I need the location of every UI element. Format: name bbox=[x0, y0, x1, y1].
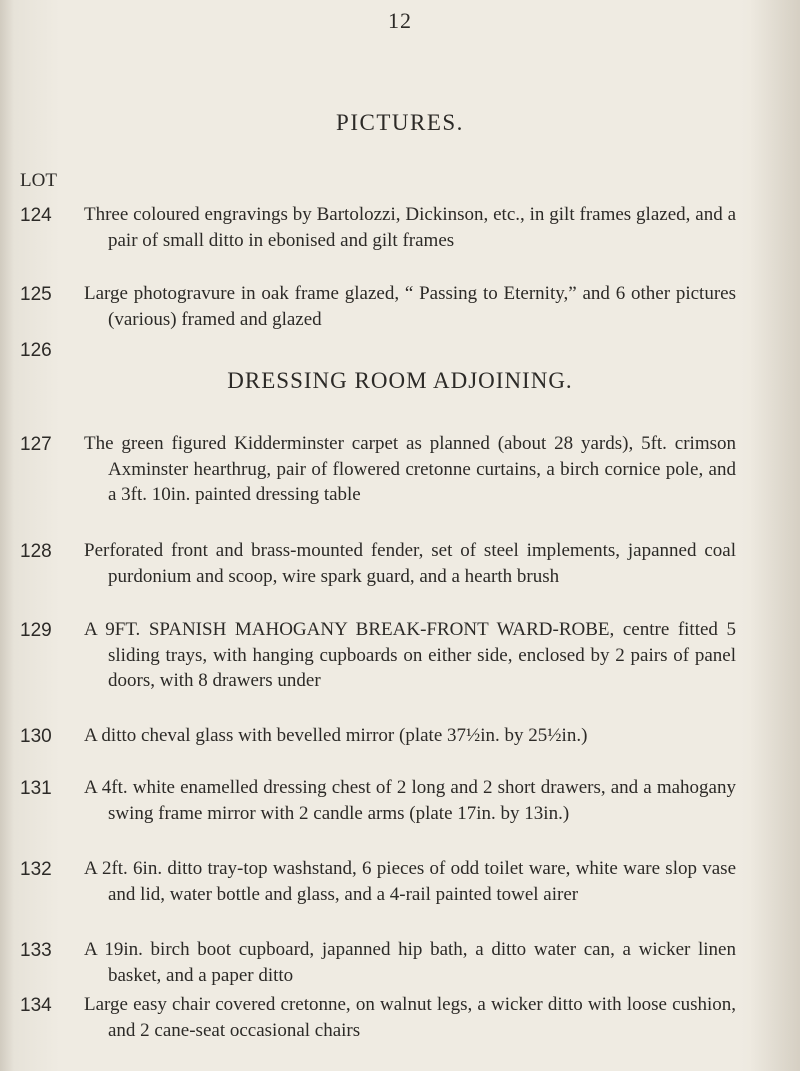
lot-column-header: LOT bbox=[20, 170, 57, 191]
lot-number: 130 bbox=[20, 726, 52, 747]
lot-number: 129 bbox=[20, 620, 52, 641]
section-heading: DRESSING ROOM ADJOINING. bbox=[227, 368, 573, 393]
lot-number: 128 bbox=[20, 541, 52, 562]
page-left-edge bbox=[0, 0, 14, 1071]
lot-number: 125 bbox=[20, 284, 52, 305]
lot-description: A 9FT. SPANISH MAHOGANY BREAK-FRONT WARD-ROBE, centre fitted 5 sliding trays, with hanging cupboards on either side, enclosed by 2 pairs of panel doors, with 8 drawers under bbox=[84, 619, 736, 691]
lot-description: Three coloured engravings by Bartolozzi, Dickinson, etc., in gilt frames glazed, and a pair of small ditto in ebonised and gilt frames bbox=[84, 204, 736, 251]
lot-description: A ditto cheval glass with bevelled mirror (plate 37½in. by 25½in.) bbox=[84, 725, 588, 746]
lot-number: 133 bbox=[20, 940, 52, 961]
lot-description: Large photogravure in oak frame glazed, “ Passing to Eternity,” and 6 other pictures (various) framed and glazed bbox=[84, 283, 736, 330]
lot-description: A 4ft. white enamelled dressing chest of 2 long and 2 short drawers, and a mahogany swing frame mirror with 2 candle arms (plate 17in. by 13in.) bbox=[84, 777, 736, 824]
lot-number: 126 bbox=[20, 340, 52, 361]
lot-description: Large easy chair covered cretonne, on walnut legs, a wicker ditto with loose cushion, and 2 cane-seat occasional chairs bbox=[84, 994, 736, 1041]
lot-description: A 19in. birch boot cupboard, japanned hip bath, a ditto water can, a wicker linen basket, and a paper ditto bbox=[84, 939, 736, 986]
page-number: 12 bbox=[388, 8, 412, 33]
page-right-edge bbox=[750, 0, 800, 1071]
lot-number: 127 bbox=[20, 434, 52, 455]
lot-number: 134 bbox=[20, 995, 52, 1016]
page-title: PICTURES. bbox=[336, 110, 464, 135]
lot-number: 132 bbox=[20, 859, 52, 880]
lot-number: 124 bbox=[20, 205, 52, 226]
lot-description: Perforated front and brass-mounted fender, set of steel implements, japanned coal purdonium and scoop, wire spark guard, and a hearth brush bbox=[84, 540, 736, 587]
lot-number: 131 bbox=[20, 778, 52, 799]
lot-description: A 2ft. 6in. ditto tray-top washstand, 6 pieces of odd toilet ware, white ware slop vase and lid, water bottle and glass, and a 4-rail painted towel airer bbox=[84, 858, 736, 905]
lot-description: The green figured Kidderminster carpet as planned (about 28 yards), 5ft. crimson Axminster hearthrug, pair of flowered cretonne curtains, a birch cornice pole, and a 3ft. 10in. painted dressing table bbox=[84, 433, 736, 505]
